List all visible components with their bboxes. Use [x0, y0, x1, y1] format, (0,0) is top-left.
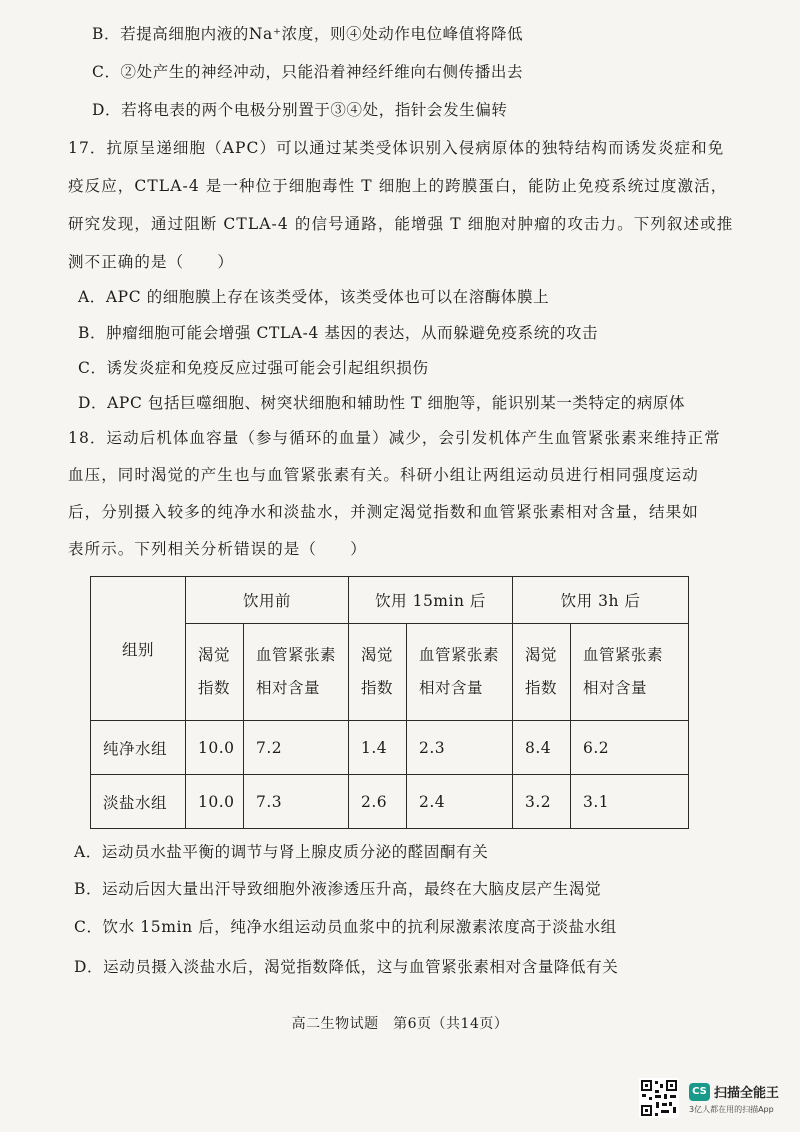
value-cell: 3.2	[513, 775, 571, 829]
q17-stem-line: 测不正确的是（ ）	[68, 253, 235, 271]
q17-option-c: C．诱发炎症和免疫反应过强可能会引起组织损伤	[78, 359, 429, 377]
angiotensin-header: 血管紧张素 相对含量	[244, 624, 349, 721]
table-row	[91, 775, 689, 829]
period-header: 饮用 15min 后	[349, 577, 513, 624]
q17-stem-line: 疫反应，CTLA-4 是一种位于细胞毒性 T 细胞上的跨膜蛋白，能防止免疫系统过度激活，	[68, 177, 728, 195]
watermark-subtitle: 3亿人都在用的扫描App	[689, 1105, 774, 1114]
value-cell: 6.2	[571, 721, 689, 775]
q18-option-b: B．运动后因大量出汗导致细胞外液渗透压升高，最终在大脑皮层产生渴觉	[74, 880, 602, 898]
thirst-index-header: 渴觉 指数	[349, 624, 407, 721]
value-cell: 3.1	[571, 775, 689, 829]
camscanner-logo-icon: CS	[689, 1083, 710, 1101]
value-cell: 2.3	[407, 721, 513, 775]
q17-stem-line: 17．抗原呈递细胞（APC）可以通过某类受体识别入侵病原体的独特结构而诱发炎症和免	[68, 139, 725, 157]
q18-stem-line: 表所示。下列相关分析错误的是（ ）	[68, 540, 367, 558]
period-header: 饮用 3h 后	[513, 577, 689, 624]
group-cell: 淡盐水组	[91, 775, 186, 829]
thirst-index-header: 渴觉 指数	[513, 624, 571, 721]
value-cell: 7.3	[244, 775, 349, 829]
value-cell: 10.0	[186, 775, 244, 829]
q17-option-b: B．肿瘤细胞可能会增强 CTLA-4 基因的表达，从而躲避免疫系统的攻击	[78, 324, 599, 342]
q17-stem-line: 研究发现，通过阻断 CTLA-4 的信号通路，能增强 T 细胞对肿瘤的攻击力。下列叙述或推	[68, 215, 734, 233]
q18-option-c: C．饮水 15min 后，纯净水组运动员血浆中的抗利尿激素浓度高于淡盐水组	[74, 918, 617, 936]
value-cell: 7.2	[244, 721, 349, 775]
q18-stem-line: 后，分别摄入较多的纯净水和淡盐水，并测定渴觉指数和血管紧张素相对含量，结果如	[68, 503, 699, 521]
thirst-index-header: 渴觉 指数	[186, 624, 244, 721]
group-header-cell: 组别	[91, 577, 186, 721]
table-row	[91, 721, 689, 775]
angiotensin-header: 血管紧张素 相对含量	[407, 624, 513, 721]
page-footer: 高二生物试题 第6页（共14页）	[291, 1016, 509, 1032]
period-header: 饮用前	[186, 577, 349, 624]
q18-option-a: A．运动员水盐平衡的调节与肾上腺皮质分泌的醛固酮有关	[74, 843, 489, 861]
q17-option-d: D．APC 包括巨噬细胞、树突状细胞和辅助性 T 细胞等，能识别某一类特定的病原体	[78, 394, 686, 412]
q17-option-a: A．APC 的细胞膜上存在该类受体，该类受体也可以在溶酶体膜上	[78, 288, 550, 306]
qr-code-icon	[639, 1078, 679, 1118]
q18-stem-line: 血压，同时渴觉的产生也与血管紧张素有关。科研小组让两组运动员进行相同强度运动	[68, 466, 699, 484]
angiotensin-header: 血管紧张素 相对含量	[571, 624, 689, 721]
watermark-title: 扫描全能王	[714, 1086, 780, 1101]
q16-option-c: C．②处产生的神经冲动，只能沿着神经纤维向右侧传播出去	[92, 63, 524, 81]
value-cell: 2.4	[407, 775, 513, 829]
q16-option-b: B．若提高细胞内液的Na⁺浓度，则④处动作电位峰值将降低	[92, 25, 524, 43]
q16-option-d: D．若将电表的两个电极分别置于③④处，指针会发生偏转	[92, 101, 508, 119]
q18-stem-line: 18．运动后机体血容量（参与循环的血量）减少，会引发机体产生血管紧张素来维持正常	[68, 429, 721, 447]
value-cell: 1.4	[349, 721, 407, 775]
results-table	[90, 576, 689, 829]
value-cell: 2.6	[349, 775, 407, 829]
group-cell: 纯净水组	[91, 721, 186, 775]
value-cell: 10.0	[186, 721, 244, 775]
q18-option-d: D．运动员摄入淡盐水后，渴觉指数降低，这与血管紧张素相对含量降低有关	[74, 958, 619, 976]
value-cell: 8.4	[513, 721, 571, 775]
